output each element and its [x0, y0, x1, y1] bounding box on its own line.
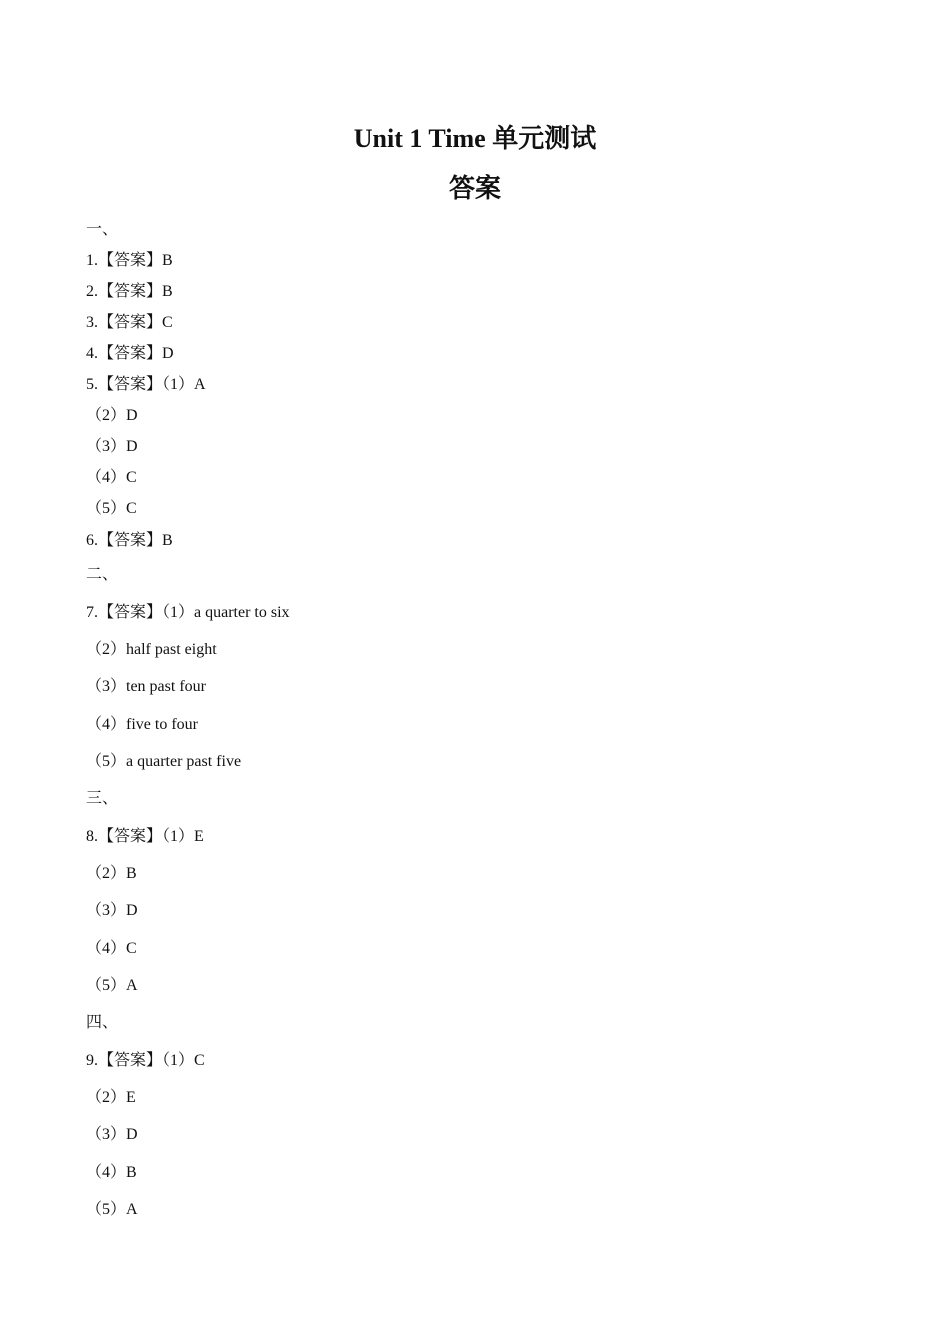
section-heading-1: 一、 — [86, 221, 119, 238]
answer-subline: （4）five to four — [86, 716, 198, 733]
answer-subline: （4）C — [86, 940, 137, 957]
answer-subline: （3）D — [86, 1126, 138, 1143]
answer-subline: （4）B — [86, 1164, 137, 1181]
answer-subline: （3）D — [86, 902, 138, 919]
document-title: Unit 1 Time 单元测试 — [353, 124, 597, 153]
answer-line: 4.【答案】D — [86, 345, 174, 362]
section-heading-4: 四、 — [86, 1014, 119, 1031]
answer-line: 8.【答案】（1）E — [86, 828, 204, 845]
answer-line: 9.【答案】（1）C — [86, 1052, 205, 1069]
answer-line: 5.【答案】（1）A — [86, 376, 206, 393]
answer-subline: （3）D — [86, 438, 138, 455]
answer-subline: （4）C — [86, 469, 137, 486]
section-heading-2: 二、 — [86, 566, 119, 583]
answer-subline: （2）B — [86, 865, 137, 882]
answer-subline: （5）a quarter past five — [86, 753, 242, 770]
answer-line: 3.【答案】C — [86, 314, 173, 331]
section-heading-3: 三、 — [86, 790, 119, 807]
answer-subline: （2）D — [86, 407, 138, 424]
answer-subline: （5）A — [86, 1201, 138, 1218]
answer-subline: （5）A — [86, 977, 138, 994]
document-subtitle: 答案 — [448, 174, 501, 203]
answer-line: 2.【答案】B — [86, 283, 173, 300]
answer-line: 6.【答案】B — [86, 532, 173, 549]
answer-line: 1.【答案】B — [86, 252, 173, 269]
answer-subline: （2）E — [86, 1089, 136, 1106]
answer-subline: （5）C — [86, 500, 137, 517]
answer-subline: （2）half past eight — [86, 641, 217, 658]
answer-subline: （3）ten past four — [86, 678, 206, 695]
answer-line: 7.【答案】（1）a quarter to six — [86, 604, 290, 621]
